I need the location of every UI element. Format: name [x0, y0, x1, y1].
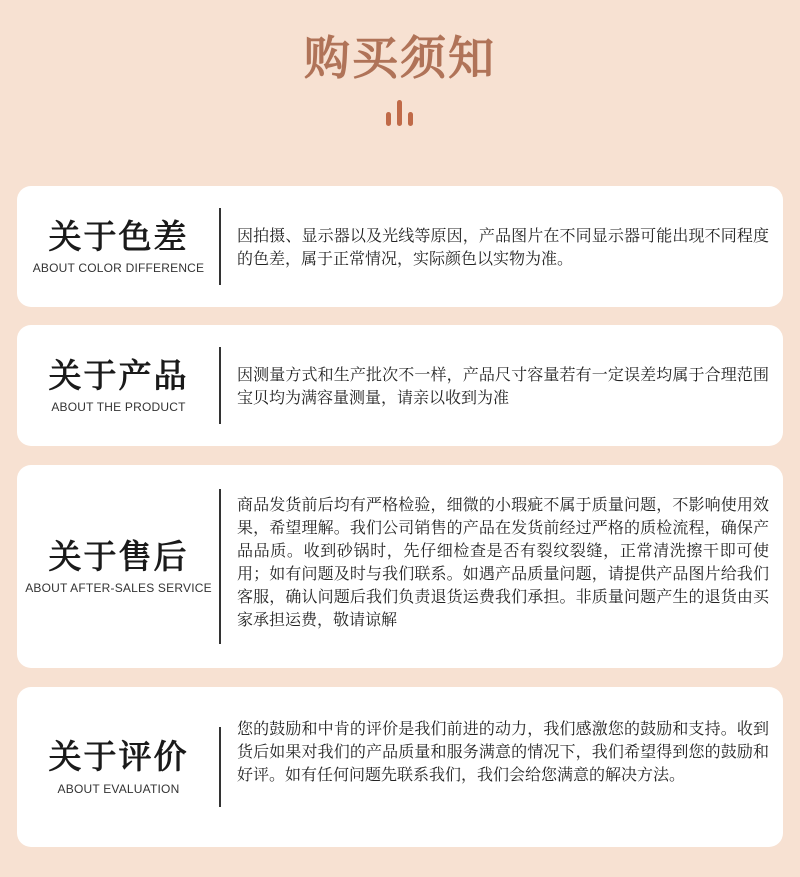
- section-heading: 关于评价: [48, 737, 189, 777]
- section-divider: [219, 727, 221, 807]
- section-text: 因拍摄、显示器以及光线等原因，产品图片在不同显示器可能出现不同程度的色差，属于正常情况，实际颜色以实物为准。: [237, 226, 769, 268]
- section-subheading: ABOUT THE PRODUCT: [51, 400, 186, 415]
- section-divider: [219, 208, 221, 285]
- section-subheading: ABOUT EVALUATION: [57, 781, 180, 796]
- section-title-block: [17, 465, 220, 668]
- section-after-sales: [17, 465, 783, 668]
- section-color-difference: [17, 186, 783, 307]
- section-title-block: [17, 186, 220, 307]
- section-product: [17, 325, 783, 446]
- section-subheading: ABOUT COLOR DIFFERENCE: [32, 261, 205, 276]
- section-text: 因测量方式和生产批次不一样，产品尺寸容量若有一定误差均属于合理范围宝贝均为满容量测量，请亲以收到为准: [237, 365, 769, 407]
- bars-icon: [386, 98, 414, 126]
- section-text: 您的鼓励和中肯的评价是我们前进的动力，我们感激您的鼓励和支持。收到货后如果对我们的产品质量和服务满意的情况下，我们希望得到您的鼓励和好评。如有任何问题先联系我们，我们会给您满意的解决方法。: [237, 719, 769, 784]
- section-evaluation: [17, 687, 783, 847]
- section-heading: 关于色差: [48, 216, 189, 256]
- section-divider: [219, 347, 221, 424]
- page-title: 购买须知: [304, 31, 496, 85]
- section-divider: [219, 489, 221, 644]
- section-title-block: [17, 687, 220, 847]
- section-heading: 关于售后: [48, 536, 189, 576]
- section-text: 商品发货前后均有严格检验，细微的小瑕疵不属于质量问题，不影响使用效果，希望理解。我们公司销售的产品在发货前经过严格的质检流程，确保产品品质。收到砂锅时，先仔细检查是否有裂纹裂缝，正常清洗擦干即可使用；如有问题及时与我们联系。如遇产品质量问题，请提供产品图片给我们客服，确认问题后我们负责退货运费我们承担。非质量问题产生的退货由买家承担运费，敬请谅解: [237, 495, 769, 629]
- section-heading: 关于产品: [48, 355, 189, 395]
- section-subheading: ABOUT AFTER-SALES SERVICE: [25, 581, 212, 596]
- section-title-block: [17, 325, 220, 446]
